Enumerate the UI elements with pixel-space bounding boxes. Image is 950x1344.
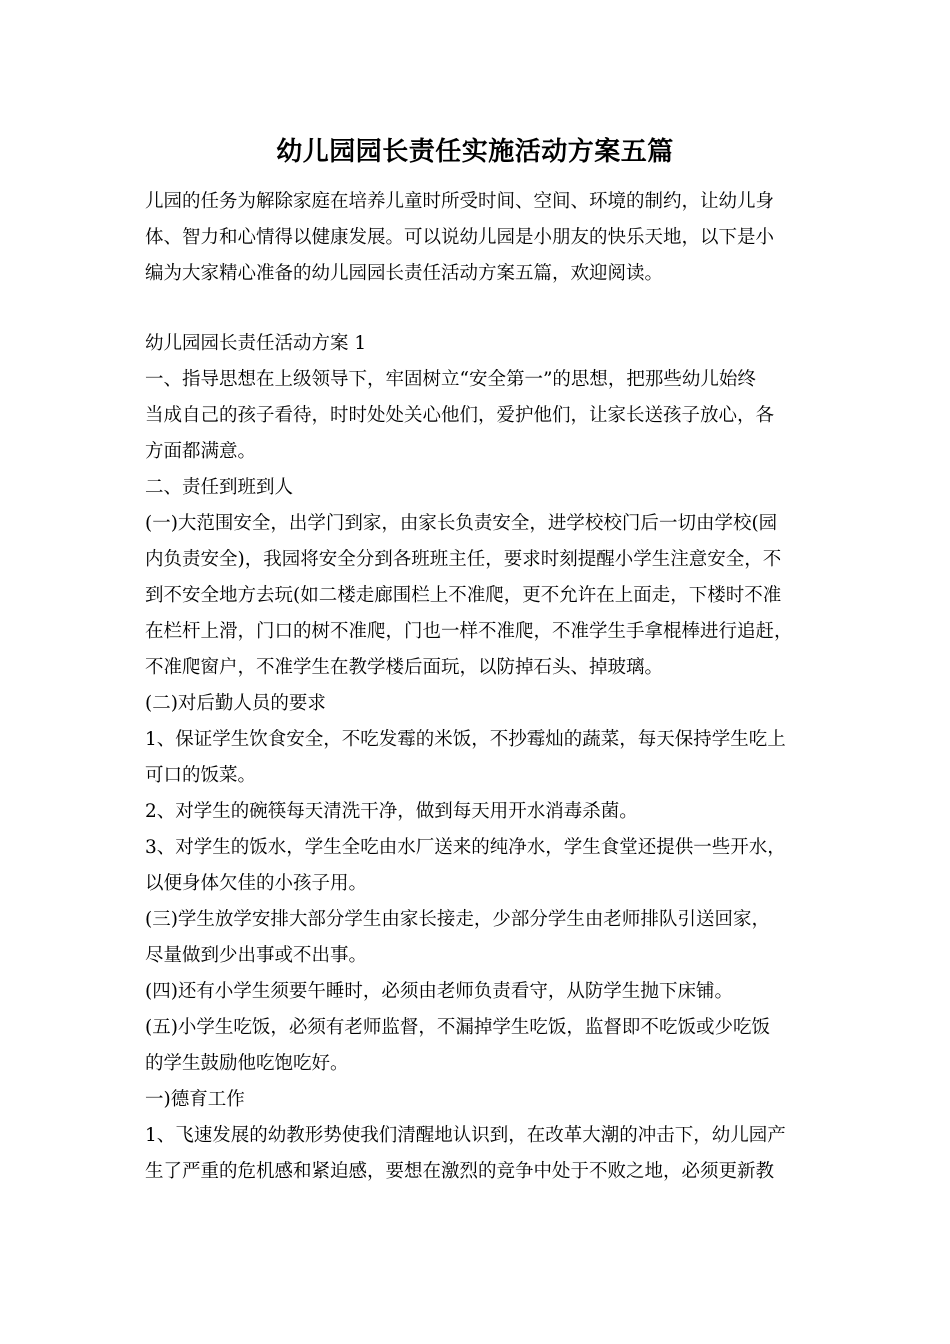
text-line: 可口的饭菜。 — [145, 765, 257, 786]
document-body — [145, 184, 825, 1190]
text-line: 不准爬窗户，不准学生在教学楼后面玩，以防掉石头、掉玻璃。 — [145, 657, 664, 678]
text-line: 的学生鼓励他吃饱吃好。 — [145, 1053, 349, 1074]
text-line: 1、保证学生饮食安全，不吃发霉的米饭，不抄霉灿的蔬菜，每天保持学生吃上 — [145, 729, 786, 750]
text-line: (一)大范围安全，出学门到家，由家长负责安全，进学校校门后一切由学校(园 — [145, 513, 778, 534]
text-line: 方面都满意。 — [145, 441, 257, 462]
blank-line — [145, 292, 825, 326]
document-title: 幼儿园园长责任实施活动方案五篇 — [276, 137, 674, 167]
text-line: (三)学生放学安排大部分学生由家长接走，少部分学生由老师排队引送回家， — [145, 909, 770, 930]
text-line: (五)小学生吃饭，必须有老师监督，不漏掉学生吃饭，监督即不吃饭或少吃饭 — [145, 1017, 770, 1038]
text-line: 在栏杆上滑，门口的树不准爬，门也一样不准爬，不准学生手拿棍棒进行追赶， — [145, 621, 793, 642]
text-line: 内负责安全)，我园将安全分到各班班主任，要求时刻提醒小学生注意安全，不 — [145, 549, 782, 570]
text-line: 3、对学生的饭水，学生全吃由水厂送来的纯净水，学生食堂还提供一些开水， — [145, 837, 786, 858]
text-line: 生了严重的危机感和紧迫感，要想在激烈的竞争中处于不败之地，必须更新教 — [145, 1161, 775, 1182]
text-line: 编为大家精心准备的幼儿园园长责任活动方案五篇，欢迎阅读。 — [145, 263, 664, 284]
text-line: 儿园的任务为解除家庭在培养儿童时所受时间、空间、环境的制约，让幼儿身 — [145, 191, 775, 212]
text-line: 2、对学生的碗筷每天清洗干净，做到每天用开水消毒杀菌。 — [145, 801, 638, 822]
text-line: (二)对后勤人员的要求 — [145, 693, 326, 714]
text-line: 一、指导思想在上级领导下，牢固树立“安全第一”的思想，把那些幼儿始终 — [145, 369, 756, 390]
text-line: 尽量做到少出事或不出事。 — [145, 945, 368, 966]
text-line: 以便身体欠佳的小孩子用。 — [145, 873, 368, 894]
text-line: 当成自己的孩子看待，时时处处关心他们，爱护他们，让家长送孩子放心，各 — [145, 405, 775, 426]
text-line: (四)还有小学生须要午睡时，必须由老师负责看守，从防学生抛下床铺。 — [145, 981, 733, 1002]
text-line: 一)德育工作 — [145, 1089, 245, 1110]
text-line: 到不安全地方去玩(如二楼走廊围栏上不准爬，更不允许在上面走，下楼时不准 — [145, 585, 782, 606]
text-line: 体、智力和心情得以健康发展。可以说幼儿园是小朋友的快乐天地，以下是小 — [145, 227, 775, 248]
text-line: 1、飞速发展的幼教形势使我们清醒地认识到，在改革大潮的冲击下，幼儿园产 — [145, 1125, 786, 1146]
text-line: 幼儿园园长责任活动方案 1 — [145, 333, 367, 354]
text-line: 二、责任到班到人 — [145, 477, 294, 498]
